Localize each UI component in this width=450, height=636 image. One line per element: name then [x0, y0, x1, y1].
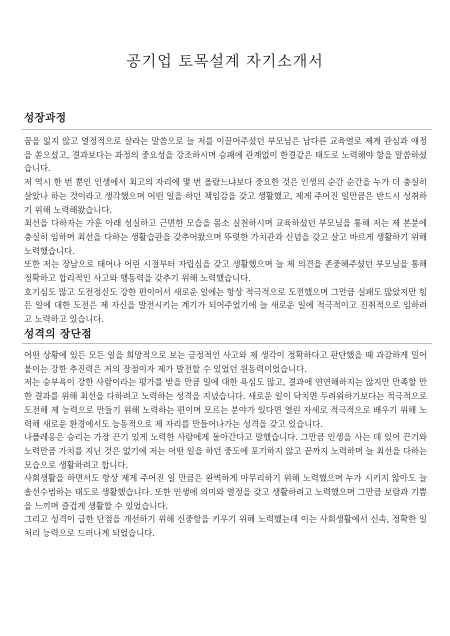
paragraph: 최선을 다하자는 가훈 아래 성실하고 근면한 모습을 몸소 실천하시며 교육하셨던 부모님을 통해 저는 제 본분에 충실히 임하며 최선을 다하는 생활습관을 갖추어왔으며 뚜렷한 가치관과 신념을 갖고 살고 바르게 생활하기 위해 노력했습니다.	[24, 218, 427, 256]
paragraph: 어떤 상황에 있든 모든 일을 희망적으로 보는 긍정적인 사고와 제 생각이 정확하다고 판단했을 때 과감하게 밀어붙이는 강한 추진력은 저의 장점이자 제가 발전할 수 있었던 원동력이었습니다.	[24, 350, 427, 374]
paragraph: 꿈을 잃지 않고 열정적으로 살라는 말씀으로 늘 저를 이끌어주셨던 부모님은 남다른 교육열로 제게 관심과 애정을 쏟으셨고, 결과보다는 과정의 중요성을 강조하시며 승패에 관계없이 한결같은 태도로 노력해야 함을 말씀하셨습니다.	[24, 136, 427, 174]
section-divider	[22, 343, 432, 344]
paragraph: 호기심도 많고 도전정신도 강한 편이어서 새로운 일에는 항상 적극적으로 도전했으며 그만큼 실패도 많았지만 힘든 일에 대한 도전은 제 자신을 발전시키는 계기가 되어주었기에 늘 새로운 일에 적극적이고 진취적으로 임하려고 노력하고 있습니다.	[24, 286, 427, 325]
section-divider	[22, 129, 432, 130]
paragraph: 저는 승부욕이 강한 사람이라는 평가를 받을 만큼 일에 대한 욕심도 많고, 결과에 연연해하지는 않지만 만족할 만한 결과를 위해 최선을 다하려고 노력하는 성격을 지녔습니다. 새로운 일이 닥치면 두려워하기보다는 적극적으로 도전해 제 능력으로 만들기 위해 노력하는 편이며 모르는 분야가 있다면 열린 자세로 적극적으로 배우기 위해 노력해 새로운 환경에서도 능동적으로 제 자리를 만들어나가는 성격을 갖고 있습니다.	[24, 377, 427, 429]
paragraph: 또한 저는 장남으로 태어나 어린 시절부터 자립심을 갖고 생활했으며 늘 제 의견을 존중해주셨던 부모님을 통해 정확하고 합리적인 사고와 행동력을 갖추기 위해 노력했습니다.	[24, 259, 427, 284]
section-heading-growth: 성장과정	[24, 112, 67, 124]
document-title: 공기업 토목설계 자기소개서	[126, 52, 324, 70]
section-body-personality	[24, 349, 427, 541]
paragraph: 그리고 성격이 급한 단점을 개선하기 위해 신중함을 키우기 위해 노력했는데 이는 사회생활에서 신속, 정확한 일 처리 능력으로 드러나게 되었습니다.	[24, 514, 427, 539]
paragraph: 나폴레옹은 승리는 가장 끈기 있게 노력한 사람에게 돌아간다고 말했습니다. 그만큼 인생을 사는 데 있어 끈기와 노력만큼 가치를 지닌 것은 없기에 저는 어떤 일을 하던 중도에 포기하지 않고 끝까지 노력하며 늘 최선을 다하는 모습으로 생활하려고 합니다.	[24, 432, 427, 470]
section-heading-personality: 성격의 장단점	[24, 328, 93, 340]
paragraph: 저 역시 한 번 뿐인 인생에서 최고의 자리에 몇 번 올랐느냐보다 중요한 것은 인생의 순간 순간을 누가 더 충실히 살았나 하는 것이라고 생각했으며 어떤 일을 하던 책임감을 갖고 생활했고, 제게 주어진 일만큼은 반드시 성취하기 위해 노력해왔습니다.	[24, 177, 427, 215]
paragraph: 사회생활을 하면서도 항상 제게 주어진 일 만큼은 완벽하게 마무리하기 위해 노력했으며 누가 시키지 않아도 늘 솔선수범하는 태도로 생활했습니다. 또한 인생에 의미와 열정을 갖고 생활하려고 노력했으며 그만큼 보람과 기쁨을 느끼며 즐겁게 생활할 수 있었습니다.	[24, 473, 427, 511]
section-body-growth	[24, 135, 427, 327]
